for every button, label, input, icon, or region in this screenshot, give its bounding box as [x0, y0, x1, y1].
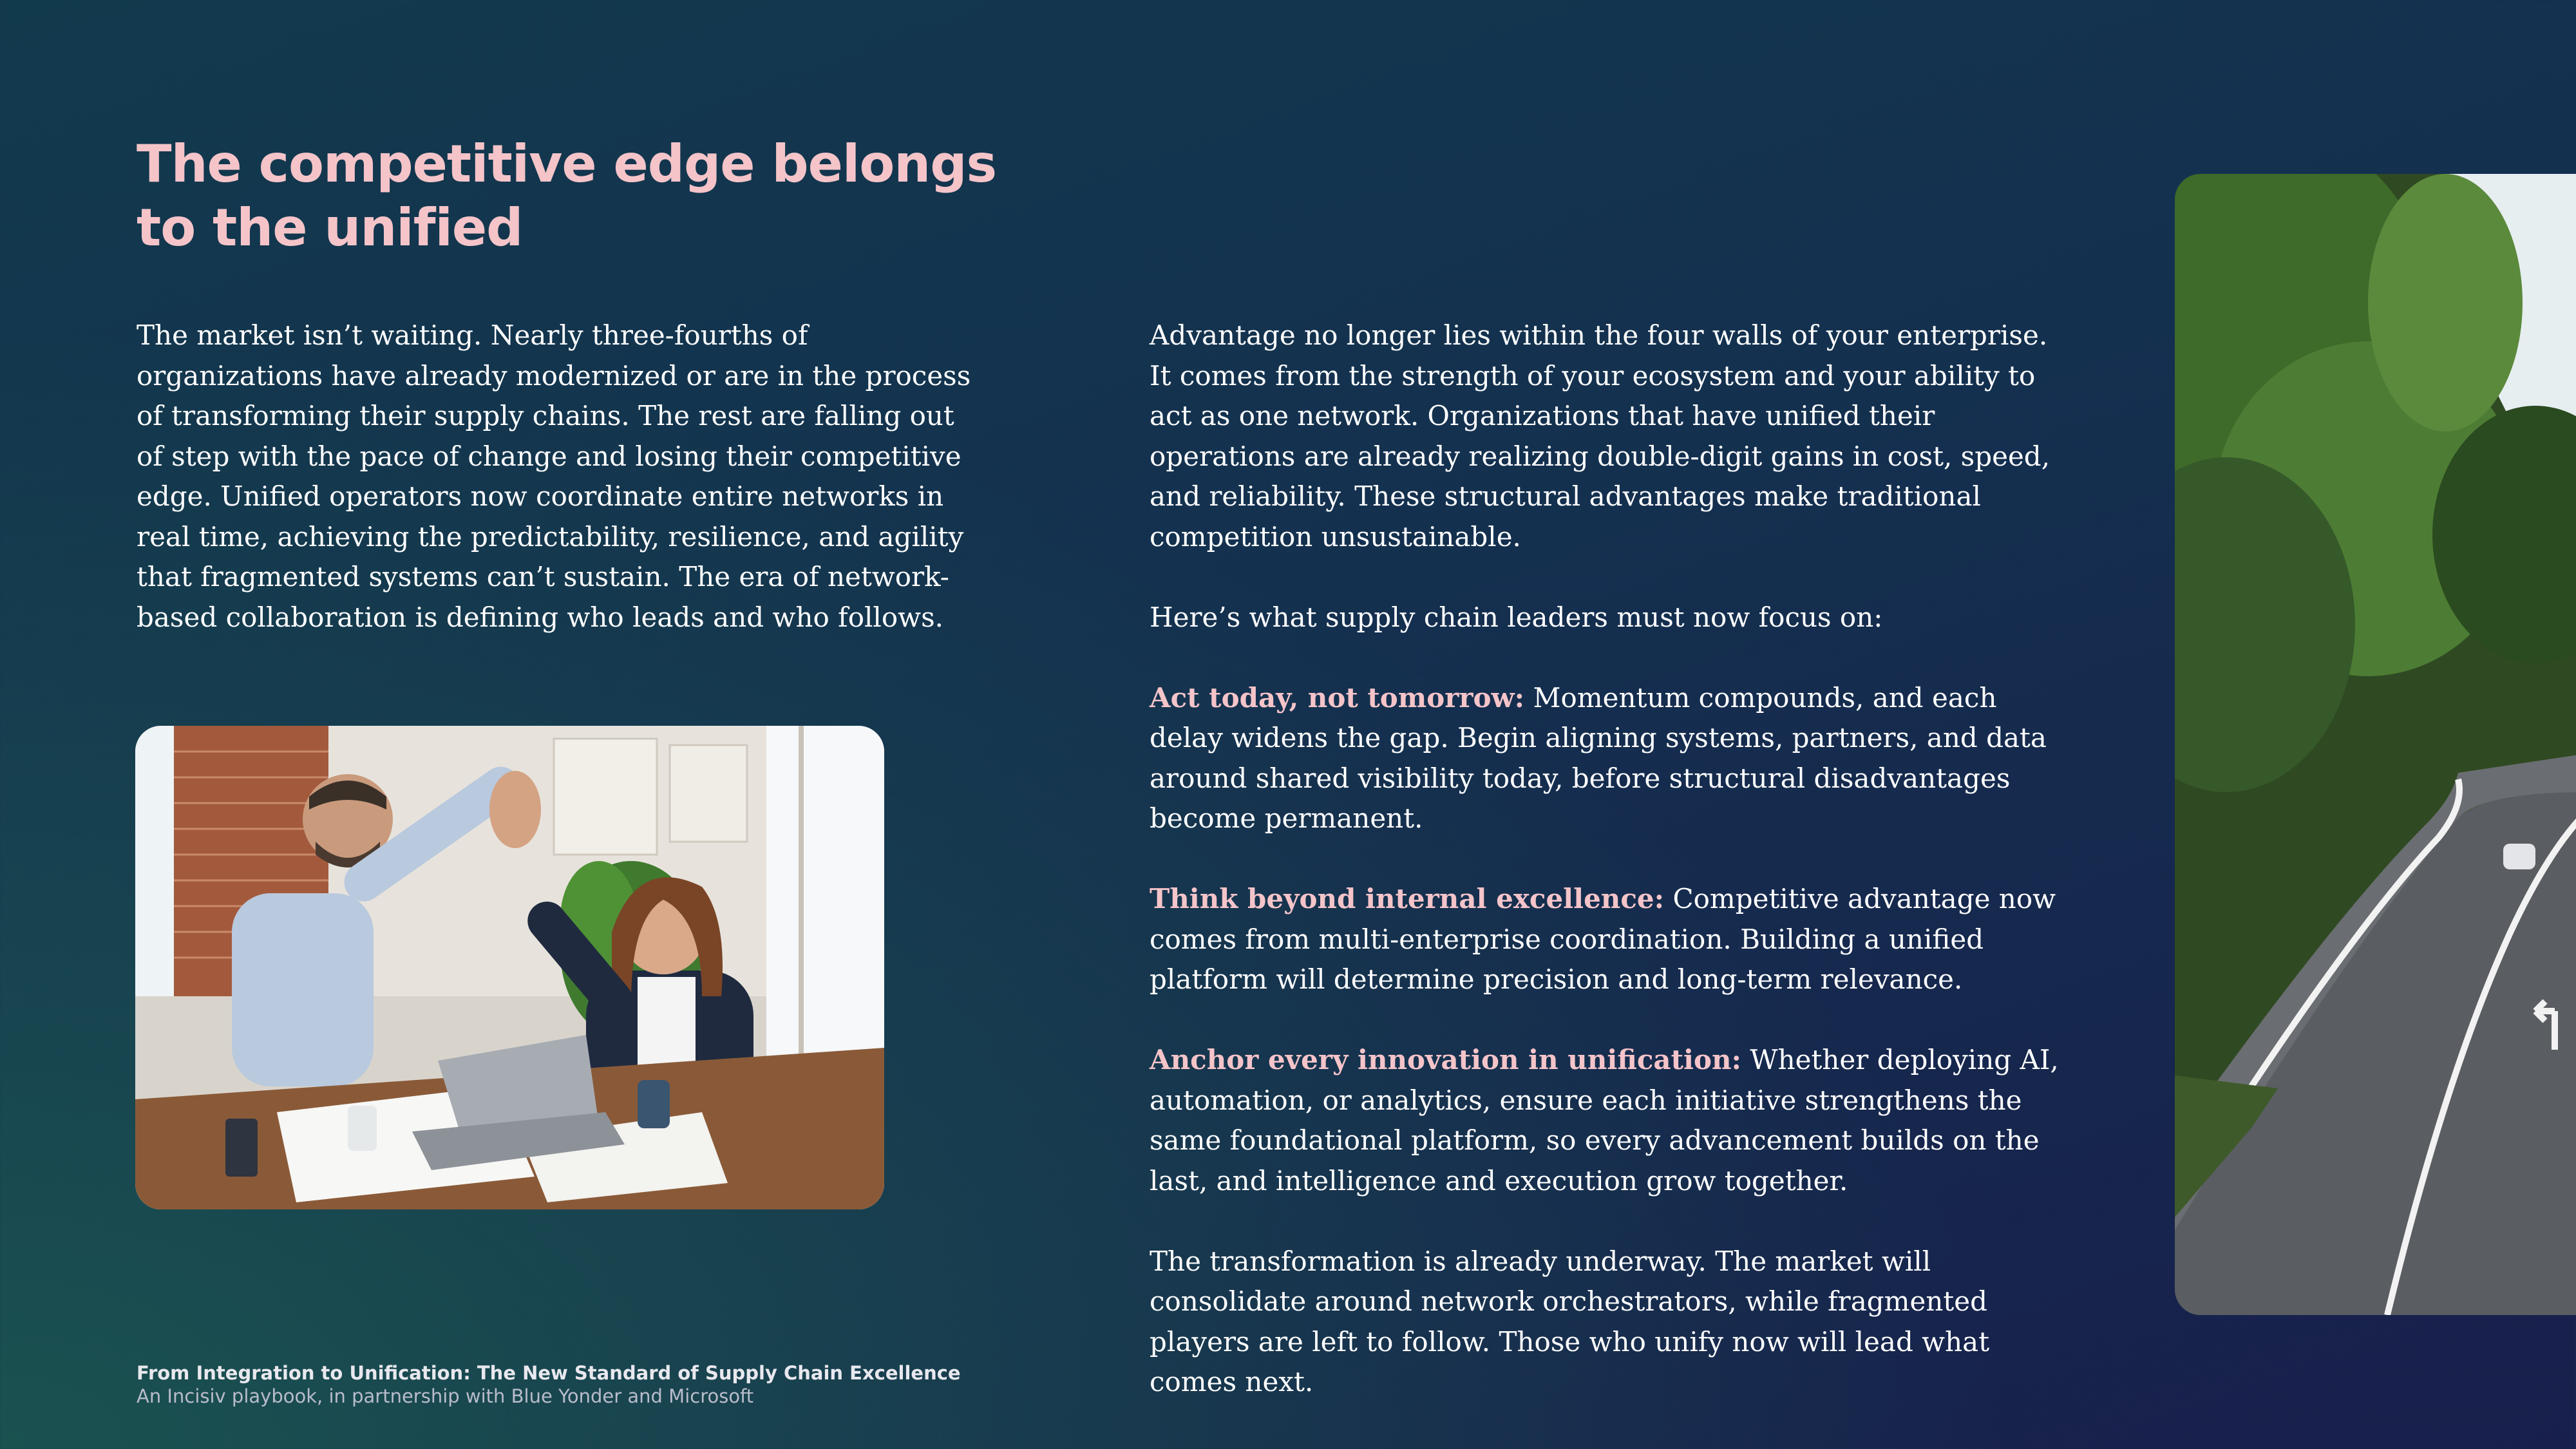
focus-point-lead: Act today, not tomorrow:: [1150, 681, 1525, 714]
focus-point-text: Competitive advantage now comes from multi-enterprise coordination. Building a unified platform will determine precision and long-term relevance.: [1150, 883, 2056, 995]
page-title: The competitive edge belongs to the unified: [137, 134, 997, 258]
closing-paragraph: The transformation is already underway. The market will consolidate around network orchestrators, while fragmented players are left to follow. Those who unify now will lead what comes next.: [1150, 1245, 1990, 1397]
focus-point-anchor-innovation: [1150, 1040, 2077, 1201]
focus-point-text: Momentum compounds, and each delay widens the gap. Begin aligning systems, partners, and data around shared visibility today, before structural disadvantages become permanent.: [1150, 681, 2047, 834]
forest-road-photo: [2175, 174, 2576, 1315]
footer-subtitle: An Incisiv playbook, in partnership with Blue Yonder and Microsoft: [137, 1385, 754, 1407]
office-high-five-photo: [135, 726, 884, 1209]
focus-point-act-today: [1150, 678, 2077, 839]
focus-point-lead: Anchor every innovation in unification:: [1150, 1044, 1742, 1075]
intro-paragraph: The market isn’t waiting. Nearly three-fourths of organizations have already modernized or are in the process of transforming their supply chains. The rest are falling out of step with the pace of change and losing their competitive edge. Unified operators now coordinate entire networks in real time, achieving the predictability, resilience, and agility that fragmented systems can’t sustain. The era of network-based collaboration is defining who leads and who follows.: [137, 319, 971, 633]
focus-point-text: Whether deploying AI, automation, or analytics, ensure each initiative strengthens the same foundational platform, so every advancement builds on the last, and intelligence and execution grow together.: [1150, 1044, 2059, 1197]
right-column: [1150, 316, 2077, 1403]
focus-point-lead: Think beyond internal excellence:: [1150, 883, 1665, 914]
focus-intro: Here’s what supply chain leaders must now focus on:: [1150, 601, 1883, 633]
focus-point-think-beyond: [1150, 879, 2077, 1000]
advantage-paragraph: Advantage no longer lies within the four walls of your enterprise. It comes from the strength of your ecosystem and your ability to act as one network. Organizations that have unified their operations are already realizing double-digit gains in cost, speed, and reliability. These structural advantages make traditional competition unsustainable.: [1150, 319, 2050, 553]
footer-title: From Integration to Unification: The New Standard of Supply Chain Excellence: [137, 1362, 961, 1384]
